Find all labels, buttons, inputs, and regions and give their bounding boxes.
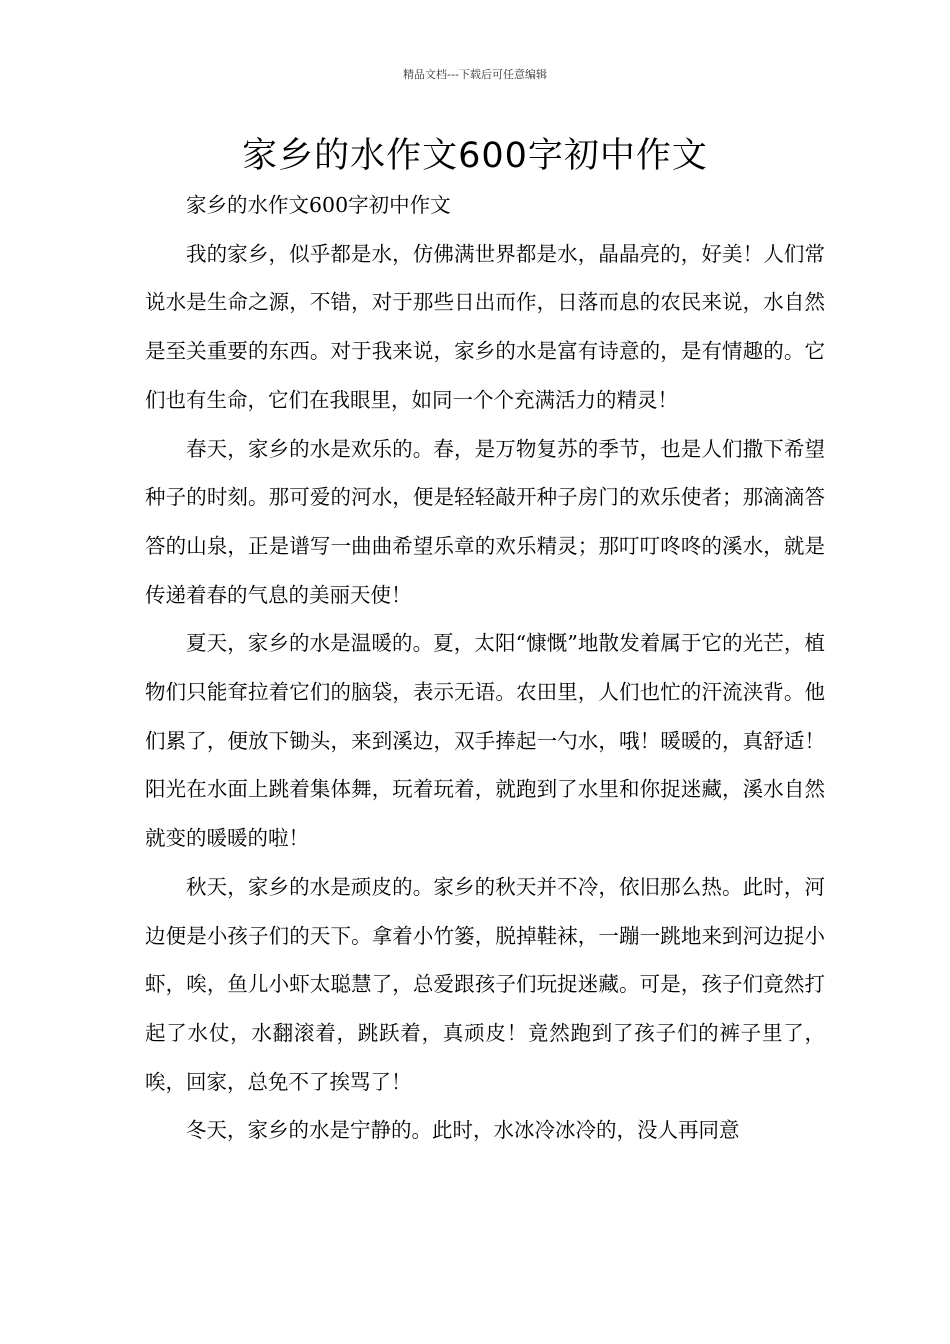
paragraph-winter: 冬天，家乡的水是宁静的。此时，水冰冷冰冷的，没人再同意 <box>186 1118 740 1143</box>
document-title: 家乡的水作文600字初中作文 <box>242 136 708 176</box>
page-header: 精品文档---下载后可任意编辑 <box>403 68 547 81</box>
paragraph-spring: 春天，家乡的水是欢乐的。春，是万物复苏的季节，也是人们撒下希望种子的时刻。那可爱的河水，便是轻轻敲开种子房门的欢乐使者；那滴滴答答的山泉，正是谱写一曲曲希望乐章的欢乐精灵；那叮叮咚咚的溪水，就是传递着春的气息的美丽天使！ <box>145 436 825 607</box>
paragraph-intro: 我的家乡，似乎都是水，仿佛满世界都是水，晶晶亮的，好美！人们常说水是生命之源，不错，对于那些日出而作，日落而息的农民来说，水自然是至关重要的东西。对于我来说，家乡的水是富有诗意的，是有情趣的。它们也有生命，它们在我眼里，如同一个个充满活力的精灵！ <box>145 241 825 412</box>
paragraph-subtitle: 家乡的水作文600字初中作文 <box>186 193 451 217</box>
document-body <box>145 181 825 1155</box>
paragraph-summer: 夏天，家乡的水是温暖的。夏，太阳“慷慨”地散发着属于它的光芒，植物们只能耷拉着它们的脑袋，表示无语。农田里，人们也忙的汗流浃背。他们累了，便放下锄头，来到溪边，双手捧起一勺水，哦！暖暖的，真舒适！阳光在水面上跳着集体舞，玩着玩着，就跑到了水里和你捉迷藏，溪水自然就变的暖暖的啦！ <box>145 631 825 851</box>
paragraph-autumn: 秋天，家乡的水是顽皮的。家乡的秋天并不冷，依旧那么热。此时，河边便是小孩子们的天下。拿着小竹篓，脱掉鞋袜，一蹦一跳地来到河边捉小虾，唉，鱼儿小虾太聪慧了，总爱跟孩子们玩捉迷藏。可是，孩子们竟然打起了水仗，水翻滚着，跳跃着，真顽皮！竟然跑到了孩子们的裤子里了，唉，回家，总免不了挨骂了！ <box>145 874 825 1094</box>
